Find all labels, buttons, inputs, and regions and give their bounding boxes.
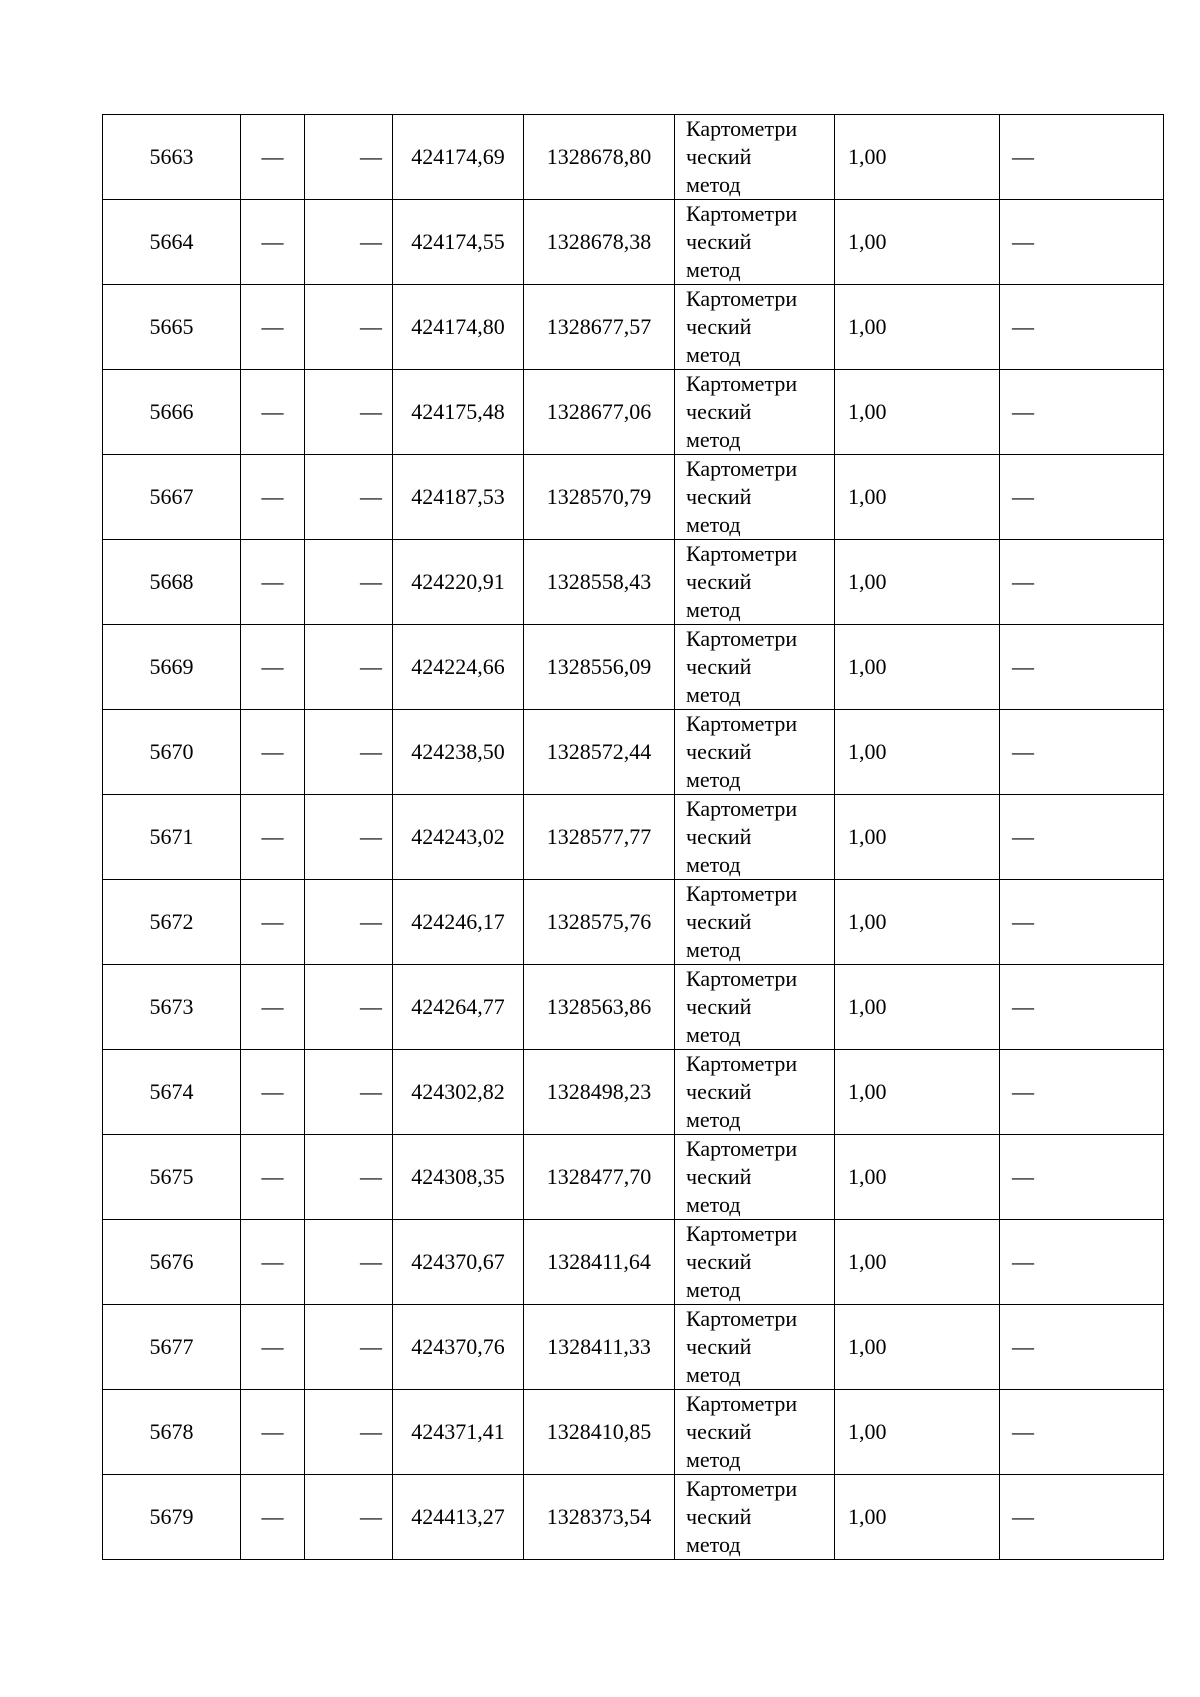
empty-value-cell: — — [1000, 965, 1164, 1050]
y-coordinate-cell: 1328570,79 — [524, 455, 675, 540]
x-coordinate-cell: 424264,77 — [393, 965, 524, 1050]
point-number-cell: 5664 — [103, 200, 241, 285]
empty-value-cell: — — [305, 540, 393, 625]
x-coordinate-cell: 424370,76 — [393, 1305, 524, 1390]
empty-value-cell: — — [305, 200, 393, 285]
empty-value-cell: — — [305, 1135, 393, 1220]
empty-value-cell: — — [305, 370, 393, 455]
x-coordinate-cell: 424413,27 — [393, 1475, 524, 1560]
method-cell — [675, 1305, 835, 1390]
x-coordinate-cell: 424371,41 — [393, 1390, 524, 1475]
accuracy-cell: 1,00 — [835, 115, 1000, 200]
point-number-cell: 5670 — [103, 710, 241, 795]
method-cell — [675, 200, 835, 285]
point-number-cell: 5672 — [103, 880, 241, 965]
empty-value-cell: — — [241, 115, 305, 200]
x-coordinate-cell: 424243,02 — [393, 795, 524, 880]
empty-value-cell: — — [241, 200, 305, 285]
point-number-cell: 5666 — [103, 370, 241, 455]
accuracy-cell: 1,00 — [835, 880, 1000, 965]
y-coordinate-cell: 1328556,09 — [524, 625, 675, 710]
table-row — [103, 625, 1164, 710]
table-row — [103, 455, 1164, 540]
method-cell — [675, 1135, 835, 1220]
empty-value-cell: — — [1000, 1050, 1164, 1135]
empty-value-cell: — — [305, 1220, 393, 1305]
method-line: метод — [686, 342, 741, 367]
x-coordinate-cell: 424308,35 — [393, 1135, 524, 1220]
table-row — [103, 965, 1164, 1050]
method-cell — [675, 1050, 835, 1135]
method-line: метод — [686, 852, 741, 877]
empty-value-cell: — — [1000, 795, 1164, 880]
method-line: ческий — [686, 484, 752, 509]
empty-value-cell: — — [1000, 455, 1164, 540]
accuracy-cell: 1,00 — [835, 965, 1000, 1050]
point-number-cell: 5668 — [103, 540, 241, 625]
accuracy-cell: 1,00 — [835, 795, 1000, 880]
y-coordinate-cell: 1328373,54 — [524, 1475, 675, 1560]
method-cell — [675, 370, 835, 455]
point-number-cell: 5667 — [103, 455, 241, 540]
method-line: метод — [686, 257, 741, 282]
table-row — [103, 370, 1164, 455]
empty-value-cell: — — [305, 1050, 393, 1135]
method-line: Картометри — [686, 1476, 798, 1501]
y-coordinate-cell: 1328477,70 — [524, 1135, 675, 1220]
table-row — [103, 1390, 1164, 1475]
method-line: метод — [686, 1277, 741, 1302]
method-line: Картометри — [686, 1051, 798, 1076]
method-line: метод — [686, 597, 741, 622]
y-coordinate-cell: 1328498,23 — [524, 1050, 675, 1135]
method-line: ческий — [686, 739, 752, 764]
method-line: ческий — [686, 1079, 752, 1104]
method-line: метод — [686, 1447, 741, 1472]
method-line: Картометри — [686, 796, 798, 821]
y-coordinate-cell: 1328677,06 — [524, 370, 675, 455]
y-coordinate-cell: 1328575,76 — [524, 880, 675, 965]
method-cell — [675, 1475, 835, 1560]
point-number-cell: 5671 — [103, 795, 241, 880]
accuracy-cell: 1,00 — [835, 625, 1000, 710]
empty-value-cell: — — [1000, 1475, 1164, 1560]
empty-value-cell: — — [241, 710, 305, 795]
empty-value-cell: — — [241, 1220, 305, 1305]
point-number-cell: 5679 — [103, 1475, 241, 1560]
point-number-cell: 5676 — [103, 1220, 241, 1305]
method-line: метод — [686, 767, 741, 792]
method-line: метод — [686, 1022, 741, 1047]
method-line: Картометри — [686, 626, 798, 651]
empty-value-cell: — — [305, 1305, 393, 1390]
y-coordinate-cell: 1328677,57 — [524, 285, 675, 370]
x-coordinate-cell: 424220,91 — [393, 540, 524, 625]
method-cell — [675, 115, 835, 200]
empty-value-cell: — — [241, 540, 305, 625]
method-line: метод — [686, 172, 741, 197]
point-number-cell: 5677 — [103, 1305, 241, 1390]
empty-value-cell: — — [241, 1135, 305, 1220]
method-line: ческий — [686, 1164, 752, 1189]
accuracy-cell: 1,00 — [835, 1135, 1000, 1220]
y-coordinate-cell: 1328678,38 — [524, 200, 675, 285]
method-line: Картометри — [686, 456, 798, 481]
method-cell — [675, 285, 835, 370]
method-line: ческий — [686, 824, 752, 849]
method-line: ческий — [686, 1504, 752, 1529]
method-line: Картометри — [686, 1391, 798, 1416]
empty-value-cell: — — [305, 285, 393, 370]
point-number-cell: 5678 — [103, 1390, 241, 1475]
method-line: метод — [686, 682, 741, 707]
method-cell — [675, 710, 835, 795]
accuracy-cell: 1,00 — [835, 540, 1000, 625]
method-line: ческий — [686, 994, 752, 1019]
x-coordinate-cell: 424246,17 — [393, 880, 524, 965]
empty-value-cell: — — [241, 370, 305, 455]
method-line: Картометри — [686, 201, 798, 226]
accuracy-cell: 1,00 — [835, 285, 1000, 370]
accuracy-cell: 1,00 — [835, 1390, 1000, 1475]
method-line: Картометри — [686, 881, 798, 906]
method-line: Картометри — [686, 371, 798, 396]
point-number-cell: 5669 — [103, 625, 241, 710]
y-coordinate-cell: 1328411,64 — [524, 1220, 675, 1305]
method-line: Картометри — [686, 116, 798, 141]
empty-value-cell: — — [1000, 1305, 1164, 1390]
method-cell — [675, 455, 835, 540]
method-line: Картометри — [686, 286, 798, 311]
method-line: ческий — [686, 569, 752, 594]
empty-value-cell: — — [241, 285, 305, 370]
x-coordinate-cell: 424174,80 — [393, 285, 524, 370]
table-row — [103, 1220, 1164, 1305]
method-line: ческий — [686, 144, 752, 169]
empty-value-cell: — — [1000, 1390, 1164, 1475]
method-line: ческий — [686, 909, 752, 934]
x-coordinate-cell: 424224,66 — [393, 625, 524, 710]
method-cell — [675, 625, 835, 710]
empty-value-cell: — — [241, 880, 305, 965]
empty-value-cell: — — [305, 115, 393, 200]
empty-value-cell: — — [1000, 1135, 1164, 1220]
table-row — [103, 540, 1164, 625]
point-number-cell: 5665 — [103, 285, 241, 370]
table-row — [103, 1050, 1164, 1135]
accuracy-cell: 1,00 — [835, 370, 1000, 455]
empty-value-cell: — — [241, 1050, 305, 1135]
method-line: ческий — [686, 399, 752, 424]
y-coordinate-cell: 1328572,44 — [524, 710, 675, 795]
method-cell — [675, 1220, 835, 1305]
table-row — [103, 1305, 1164, 1390]
accuracy-cell: 1,00 — [835, 710, 1000, 795]
table-row — [103, 285, 1164, 370]
empty-value-cell: — — [241, 1305, 305, 1390]
method-cell — [675, 540, 835, 625]
method-line: ческий — [686, 1249, 752, 1274]
point-number-cell: 5673 — [103, 965, 241, 1050]
method-line: метод — [686, 1532, 741, 1557]
method-line: ческий — [686, 314, 752, 339]
accuracy-cell: 1,00 — [835, 1305, 1000, 1390]
method-line: Картометри — [686, 541, 798, 566]
y-coordinate-cell: 1328411,33 — [524, 1305, 675, 1390]
y-coordinate-cell: 1328678,80 — [524, 115, 675, 200]
empty-value-cell: — — [1000, 1220, 1164, 1305]
x-coordinate-cell: 424370,67 — [393, 1220, 524, 1305]
empty-value-cell: — — [1000, 370, 1164, 455]
empty-value-cell: — — [1000, 710, 1164, 795]
table-row — [103, 1135, 1164, 1220]
x-coordinate-cell: 424302,82 — [393, 1050, 524, 1135]
table-row — [103, 710, 1164, 795]
method-line: метод — [686, 1192, 741, 1217]
empty-value-cell: — — [241, 625, 305, 710]
empty-value-cell: — — [1000, 880, 1164, 965]
method-line: Картометри — [686, 1306, 798, 1331]
empty-value-cell: — — [305, 795, 393, 880]
accuracy-cell: 1,00 — [835, 1050, 1000, 1135]
y-coordinate-cell: 1328410,85 — [524, 1390, 675, 1475]
x-coordinate-cell: 424174,69 — [393, 115, 524, 200]
empty-value-cell: — — [241, 965, 305, 1050]
empty-value-cell: — — [241, 1475, 305, 1560]
method-line: Картометри — [686, 1136, 798, 1161]
empty-value-cell: — — [1000, 540, 1164, 625]
point-number-cell: 5663 — [103, 115, 241, 200]
table-row — [103, 880, 1164, 965]
empty-value-cell: — — [305, 455, 393, 540]
method-line: метод — [686, 937, 741, 962]
method-line: метод — [686, 512, 741, 537]
method-line: Картометри — [686, 966, 798, 991]
method-cell — [675, 1390, 835, 1475]
method-line: Картометри — [686, 711, 798, 736]
empty-value-cell: — — [305, 1475, 393, 1560]
y-coordinate-cell: 1328577,77 — [524, 795, 675, 880]
empty-value-cell: — — [305, 880, 393, 965]
y-coordinate-cell: 1328558,43 — [524, 540, 675, 625]
empty-value-cell: — — [1000, 200, 1164, 285]
accuracy-cell: 1,00 — [835, 1475, 1000, 1560]
empty-value-cell: — — [1000, 115, 1164, 200]
x-coordinate-cell: 424187,53 — [393, 455, 524, 540]
empty-value-cell: — — [241, 795, 305, 880]
method-line: метод — [686, 427, 741, 452]
coordinates-table — [102, 114, 1164, 1560]
x-coordinate-cell: 424175,48 — [393, 370, 524, 455]
empty-value-cell: — — [1000, 285, 1164, 370]
method-line: метод — [686, 1362, 741, 1387]
method-line: Картометри — [686, 1221, 798, 1246]
x-coordinate-cell: 424238,50 — [393, 710, 524, 795]
method-cell — [675, 965, 835, 1050]
method-line: ческий — [686, 229, 752, 254]
table-row — [103, 795, 1164, 880]
empty-value-cell: — — [1000, 625, 1164, 710]
method-cell — [675, 880, 835, 965]
empty-value-cell: — — [241, 455, 305, 540]
accuracy-cell: 1,00 — [835, 1220, 1000, 1305]
empty-value-cell: — — [305, 965, 393, 1050]
method-cell — [675, 795, 835, 880]
method-line: метод — [686, 1107, 741, 1132]
method-line: ческий — [686, 1419, 752, 1444]
accuracy-cell: 1,00 — [835, 200, 1000, 285]
method-line: ческий — [686, 1334, 752, 1359]
coordinates-table-body — [103, 115, 1164, 1560]
method-line: ческий — [686, 654, 752, 679]
table-row — [103, 115, 1164, 200]
x-coordinate-cell: 424174,55 — [393, 200, 524, 285]
empty-value-cell: — — [305, 1390, 393, 1475]
y-coordinate-cell: 1328563,86 — [524, 965, 675, 1050]
table-row — [103, 1475, 1164, 1560]
empty-value-cell: — — [241, 1390, 305, 1475]
point-number-cell: 5675 — [103, 1135, 241, 1220]
table-row — [103, 200, 1164, 285]
point-number-cell: 5674 — [103, 1050, 241, 1135]
empty-value-cell: — — [305, 625, 393, 710]
empty-value-cell: — — [305, 710, 393, 795]
accuracy-cell: 1,00 — [835, 455, 1000, 540]
